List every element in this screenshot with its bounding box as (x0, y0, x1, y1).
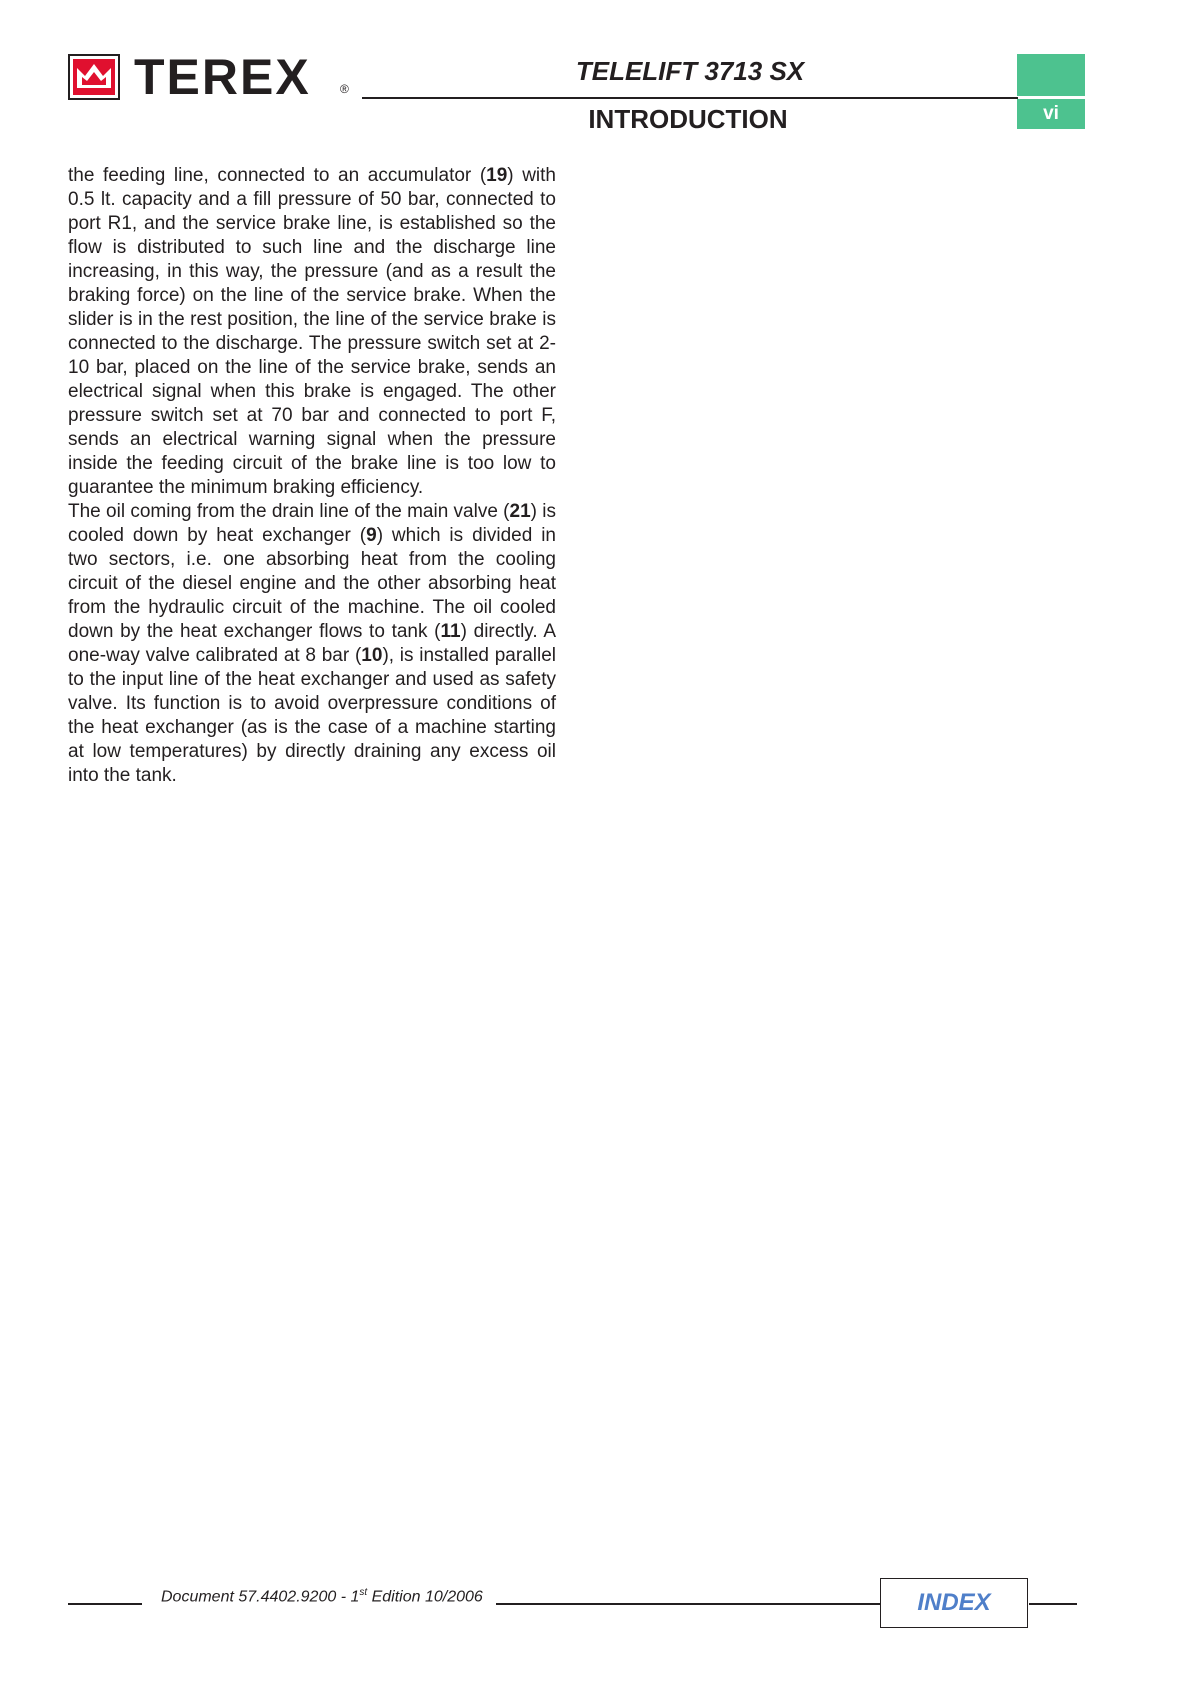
text-run: the feeding line, connected to an accumulator ( (68, 165, 487, 186)
text-run: ) which is divided in two sectors, i.e. one absorbing heat from the cooling circuit of the diesel engine and the other absorbing heat from the hydraulic circuit of the machine. The oil cooled down by the heat exchanger flows to tank ( (68, 525, 556, 642)
section-tab (1017, 54, 1085, 96)
doc-number: Document 57.4402.9200 - 1 (161, 1588, 360, 1606)
terex-crown-icon (68, 54, 120, 100)
footer-divider-left (68, 1603, 142, 1605)
edition-ordinal: st (359, 1587, 368, 1598)
footer-divider-middle (496, 1603, 880, 1605)
item-reference: 11 (440, 621, 461, 642)
terex-logo (68, 49, 354, 105)
item-reference: 21 (509, 501, 531, 522)
manual-title: TELELIFT 3713 SX (575, 56, 805, 86)
text-run: ) with 0.5 lt. capacity and a fill pressure of 50 bar, connected to port R1, and the service brake line, is established so the flow is distributed to such line and the discharge line increasing, in this way, the pressure (and as a result the braking force) on the line of the service brake. When the slider is in the rest position, the line of the service brake is connected to the discharge. The pressure switch set at 2-10 bar, placed on the line of the service brake, sends an electrical signal when this brake is engaged. The other pressure switch set at 70 bar and connected to port F, sends an electrical warning signal when the pressure inside the feeding circuit of the brake line is too low to guarantee the minimum braking efficiency. (68, 165, 556, 498)
brand-wordmark: TEREX (134, 49, 311, 105)
text-run: ) is cooled down by heat exchanger ( (68, 501, 556, 546)
paragraph-brakes (68, 164, 556, 500)
document-reference (161, 1587, 483, 1606)
item-reference: 10 (361, 645, 383, 666)
text-run: ), is installed parallel to the input line of the heat exchanger and used as safety valve. Its function is to avoid overpressure conditions of the heat exchanger (as is the case of a machine starting at low temperatures) by directly draining any excess oil into the tank. (68, 645, 556, 786)
header-divider (362, 97, 1018, 99)
item-reference: 19 (486, 165, 508, 186)
footer-divider-right (1029, 1603, 1077, 1605)
section-title: INTRODUCTION (588, 104, 788, 134)
text-run: ) directly. A one-way valve calibrated at 8 bar ( (68, 621, 556, 666)
index-button[interactable]: INDEX (880, 1578, 1028, 1628)
paragraph-cooling (68, 500, 556, 788)
edition-date: Edition 10/2006 (367, 1588, 483, 1606)
body-text (68, 164, 556, 788)
registered-mark: ® (340, 82, 349, 96)
page-number: vi (1017, 99, 1085, 129)
text-run: The oil coming from the drain line of the main valve ( (68, 501, 510, 522)
item-reference: 9 (366, 525, 377, 546)
